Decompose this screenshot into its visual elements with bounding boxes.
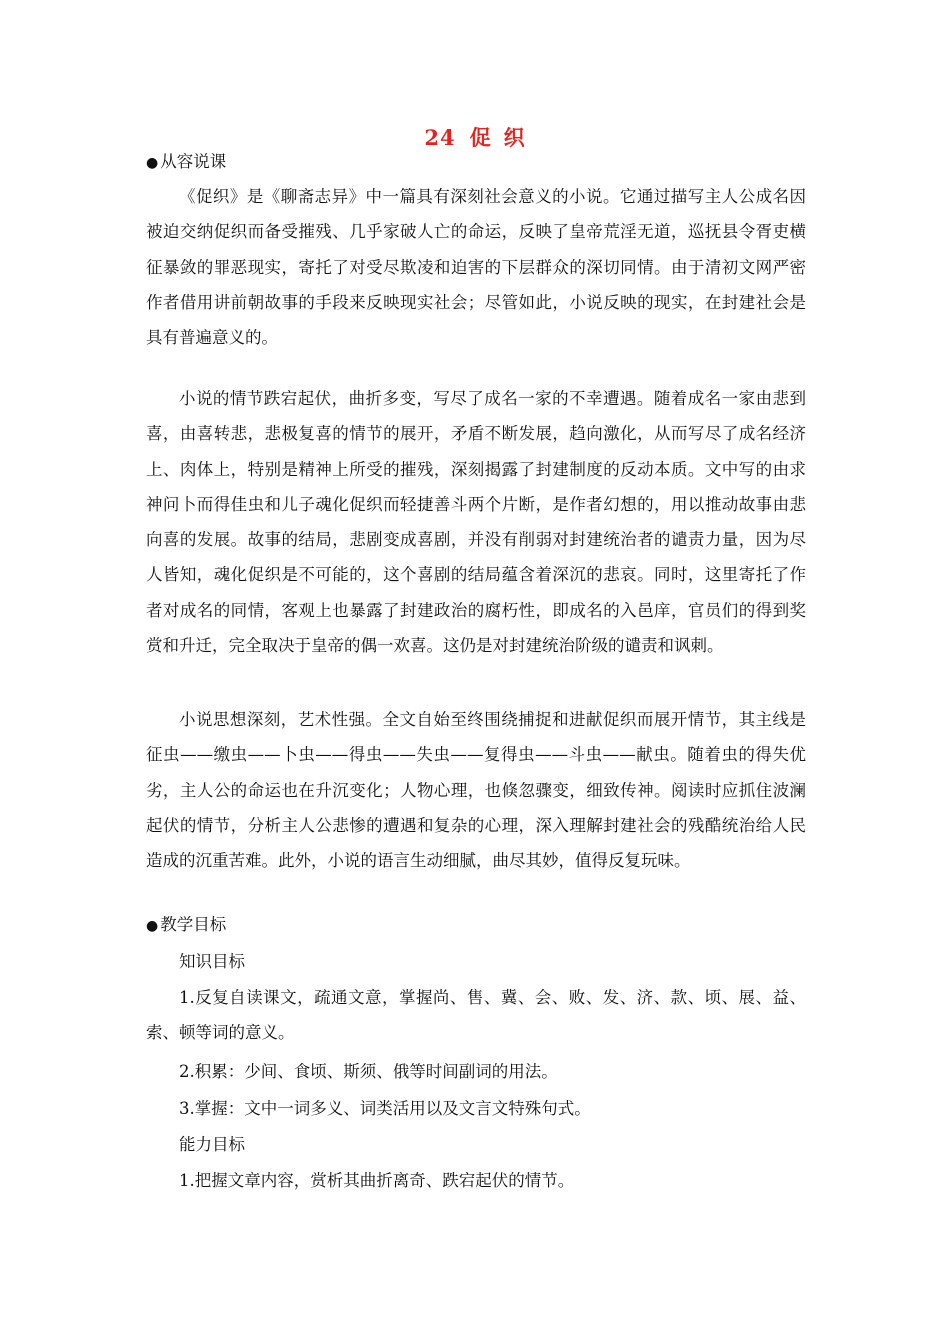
paragraph-line: 作者借用讲前朝故事的手段来反映现实社会；尽管如此，小说反映的现实，在封建社会是 [146,292,806,312]
paragraph-line: 神问卜而得佳虫和儿子魂化促织而轻捷善斗两个片断，是作者幻想的，用以推动故事由悲 [146,494,806,514]
paragraph-line: 劣，主人公的命运也在升沉变化；人物心理，也倏忽骤变，细致传神。阅读时应抓住波澜 [146,780,806,800]
goal-line: 索、顿等词的意义。 [146,1023,295,1043]
black-circle-bullet-icon: ● [146,155,159,171]
section-heading-lesson-talk [146,150,226,175]
paragraph-line: 人皆知，魂化促织是不可能的，这个喜剧的结局蕴含着深沉的悲哀。同时，这里寄托了作 [146,565,806,585]
paragraph-line: 具有普遍意义的。 [146,328,278,348]
paragraph-line: 《促织》是《聊斋志异》中一篇具有深刻社会意义的小说。它通过描写主人公成名因 [179,187,806,206]
black-circle-bullet-icon: ● [146,918,159,934]
paragraph-line: 者对成名的同情，客观上也暴露了封建政治的腐朽性，即成名的入邑庠，官员们的得到奖 [146,600,806,620]
paragraph-line: 上、肉体上，特别是精神上所受的摧残，深刻揭露了封建制度的反动本质。文中写的由求 [146,459,806,479]
paragraph-line: 征虫——缴虫——卜虫——得虫——失虫——复得虫——斗虫——献虫。随着虫的得失优 [146,745,806,765]
goal-line: 1.反复自读课文，疏通文意，掌握尚、售、冀、会、败、发、济、款、顷、展、益、 [179,988,806,1007]
paragraph-1 [146,179,806,355]
paragraph-line: 赏和升迁，完全取决于皇帝的偶一欢喜。这仍是对封建统治阶级的谴责和讽刺。 [146,636,724,656]
paragraph-2 [146,381,806,663]
section-heading-text: 教学目标 [160,915,227,934]
section-heading-text: 从容说课 [160,152,227,171]
paragraph-line: 小说思想深刻，艺术性强。全文自始至终围绕捕捉和进献促织而展开情节，其主线是 [179,710,806,729]
paragraph-line: 征暴敛的罪恶现实，寄托了对受尽欺凌和迫害的下层群众的深切同情。由于清初文网严密 [146,257,806,277]
paragraph-3 [146,702,806,878]
ability-goals-label: 能力目标 [179,1135,245,1154]
knowledge-goals-label: 知识目标 [179,952,245,971]
title-number: 24 [424,125,456,150]
paragraph-line: 起伏的情节，分析主人公悲惨的遭遇和复杂的心理，深入理解封建社会的残酷统治给人民 [146,815,806,835]
section-heading-teaching-goals [146,913,226,938]
paragraph-line: 喜，由喜转悲，悲极复喜的情节的展开，矛盾不断发展，趋向激化，从而写尽了成名经济 [146,424,806,444]
paragraph-line: 被迫交纳促织而备受摧残、几乎家破人亡的命运，反映了皇帝荒淫无道，巡抚县令胥吏横 [146,222,806,242]
ability-item-1: 1.把握文章内容，赏析其曲折离奇、跌宕起伏的情节。 [179,1171,575,1190]
title-char-1: 促 [469,125,492,150]
paragraph-line: 向喜的发展。故事的结局，悲剧变成喜剧，并没有削弱对封建统治者的谴责力量，因为尽 [146,530,806,550]
knowledge-item-3: 3.掌握：文中一词多义、词类活用以及文言文特殊句式。 [179,1099,591,1118]
knowledge-item-2: 2.积累：少间、食顷、斯须、俄等时间副词的用法。 [179,1062,558,1081]
knowledge-item-1 [146,980,806,1051]
paragraph-line: 造成的沉重苦难。此外，小说的语言生动细腻，曲尽其妙，值得反复玩味。 [146,851,691,871]
title-char-2: 织 [503,125,526,150]
page-title [0,122,950,152]
paragraph-line: 小说的情节跌宕起伏，曲折多变，写尽了成名一家的不幸遭遇。随着成名一家由悲到 [179,389,806,408]
